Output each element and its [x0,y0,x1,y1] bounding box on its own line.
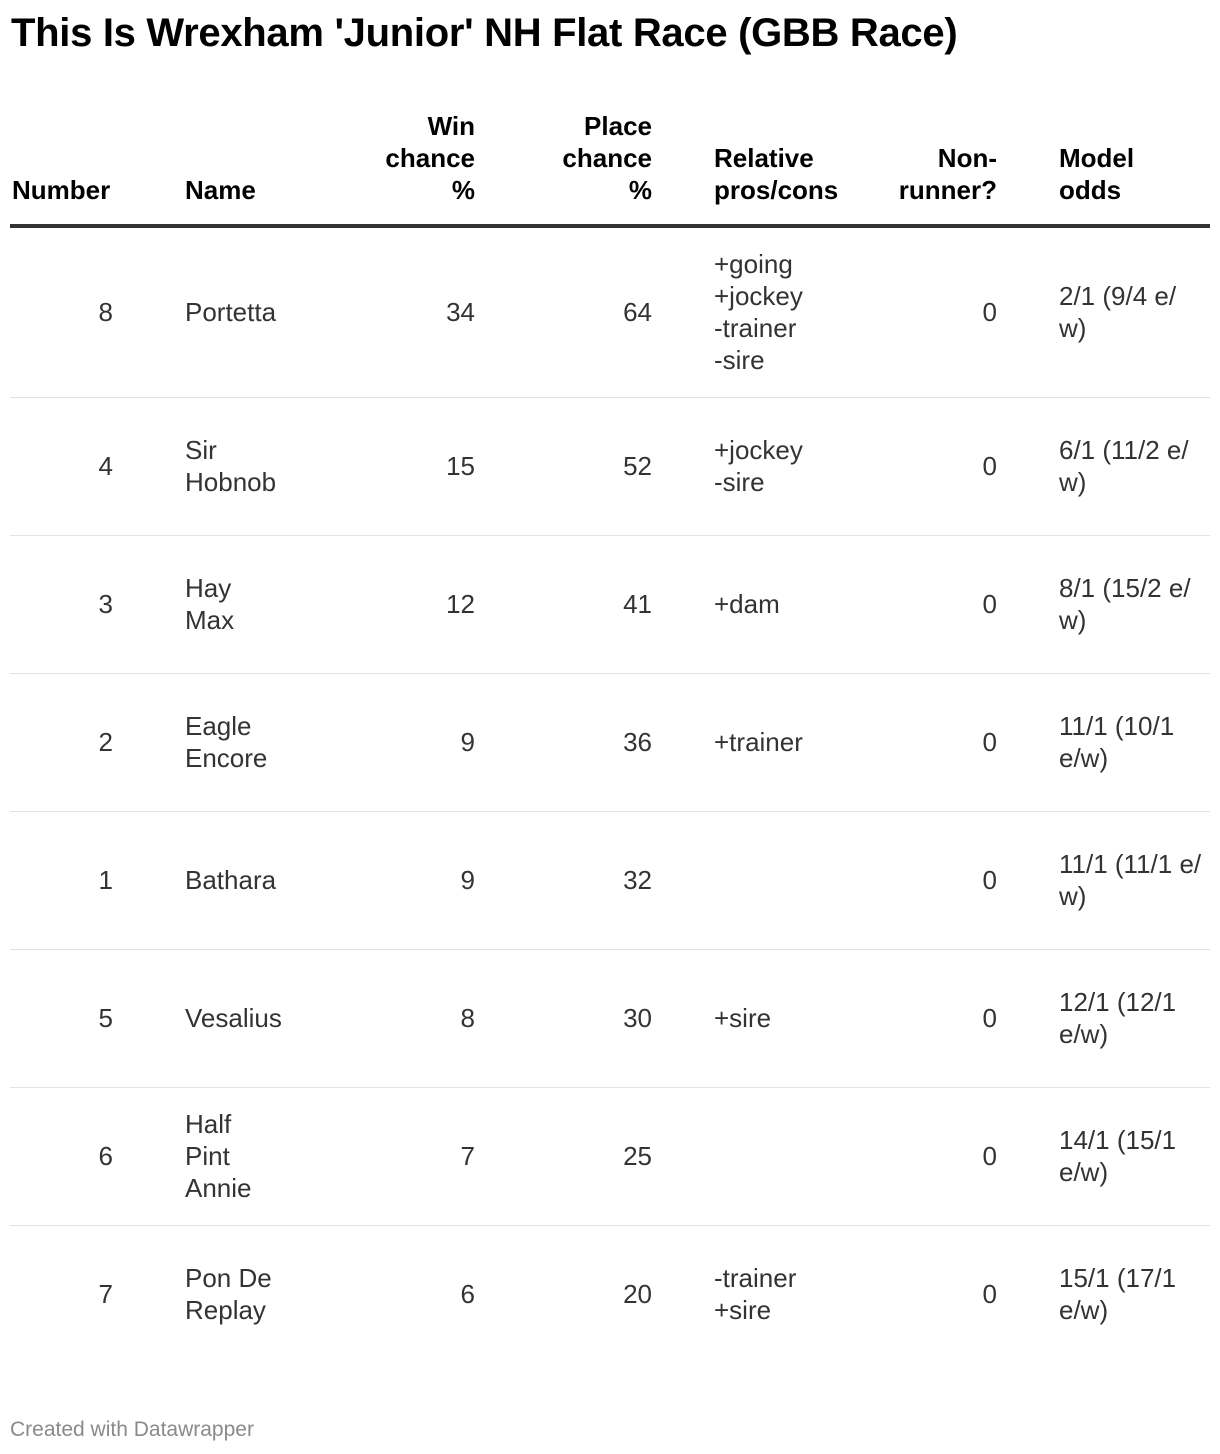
header-place-chance[interactable]: Place chance % [475,110,652,226]
cell-model-odds: 11/1 (10/1 e/w) [997,673,1210,811]
cell-relative: -trainer +sire [714,1263,797,1326]
cell-number: 4 [10,397,135,535]
cell-non-runner: 0 [832,226,997,397]
cell-number: 2 [10,673,135,811]
table-row [10,811,1210,949]
cell-relative: +going +jockey -trainer -sire [652,226,832,397]
cell-place-chance: 20 [623,1279,652,1310]
cell-name: Pon De Replay [185,1263,272,1326]
header-non-runner[interactable]: Non- runner? [832,110,997,226]
cell-win-chance: 8 [275,949,475,1087]
cell-place-chance: 36 [475,673,652,811]
cell-number: 5 [10,949,135,1087]
cell-model-odds: 12/1 (12/1 e/w) [997,949,1210,1087]
table-row [10,226,1210,397]
cell-relative [652,811,832,949]
header-number[interactable]: Number [10,110,135,226]
table-row [10,673,1210,811]
cell-win-chance: 7 [275,1087,475,1225]
cell-relative: +jockey -sire [652,397,832,535]
cell-relative [652,1087,832,1225]
table-header-row [10,110,1210,226]
chart-title: This Is Wrexham 'Junior' NH Flat Race (GBB Race) [11,11,958,55]
cell-number: 1 [10,811,135,949]
table-row [10,1225,1210,1363]
cell-model-odds: 8/1 (15/2 e/w) [997,535,1210,673]
table-body [10,226,1210,1363]
cell-name: Eagle Encore [135,673,275,811]
cell-name: Half Pint Annie [135,1087,275,1225]
cell-non-runner: 0 [832,673,997,811]
table-row [10,1087,1210,1225]
cell-win-chance: 15 [275,397,475,535]
table-row [10,535,1210,673]
cell-non-runner: 0 [832,811,997,949]
cell-model-odds: 2/1 (9/4 e/w) [997,226,1210,397]
cell-non-runner: 0 [832,535,997,673]
table-row [10,949,1210,1087]
cell-relative: +sire [652,949,832,1087]
footer-credit: Created with Datawrapper [10,1418,254,1441]
cell-name: Sir Hobnob [135,397,275,535]
cell-place-chance: 25 [475,1087,652,1225]
cell-model-odds: 11/1 (11/1 e/w) [997,811,1210,949]
cell-model-odds: 6/1 (11/2 e/w) [997,397,1210,535]
header-win-chance[interactable]: Win chance % [275,110,475,226]
cell-name: Hay Max [135,535,275,673]
cell-place-chance: 52 [475,397,652,535]
cell-name: Vesalius [135,949,275,1087]
cell-relative: +trainer [652,673,832,811]
cell-non-runner: 0 [832,397,997,535]
header-model-odds[interactable]: Model odds [997,110,1210,226]
cell-name: Bathara [135,811,275,949]
cell-place-chance: 64 [475,226,652,397]
cell-number: 3 [10,535,135,673]
cell-model-odds: 15/1 (17/1 e/w) [1059,1263,1177,1326]
cell-number: 8 [10,226,135,397]
cell-name: Portetta [135,226,275,397]
cell-relative: +dam [652,535,832,673]
cell-non-runner: 0 [982,1279,997,1310]
cell-win-chance: 6 [460,1279,475,1310]
cell-model-odds: 14/1 (15/1 e/w) [997,1087,1210,1225]
cell-win-chance: 9 [275,673,475,811]
cell-win-chance: 9 [275,811,475,949]
cell-number: 6 [10,1087,135,1225]
cell-win-chance: 34 [275,226,475,397]
header-name[interactable]: Name [135,110,275,226]
cell-place-chance: 32 [475,811,652,949]
table-row [10,397,1210,535]
runners-table [10,110,1210,1363]
header-relative[interactable]: Relative pros/cons [652,110,832,226]
cell-non-runner: 0 [832,1087,997,1225]
cell-number: 7 [98,1279,113,1310]
cell-win-chance: 12 [275,535,475,673]
cell-place-chance: 41 [475,535,652,673]
cell-place-chance: 30 [475,949,652,1087]
cell-non-runner: 0 [832,949,997,1087]
